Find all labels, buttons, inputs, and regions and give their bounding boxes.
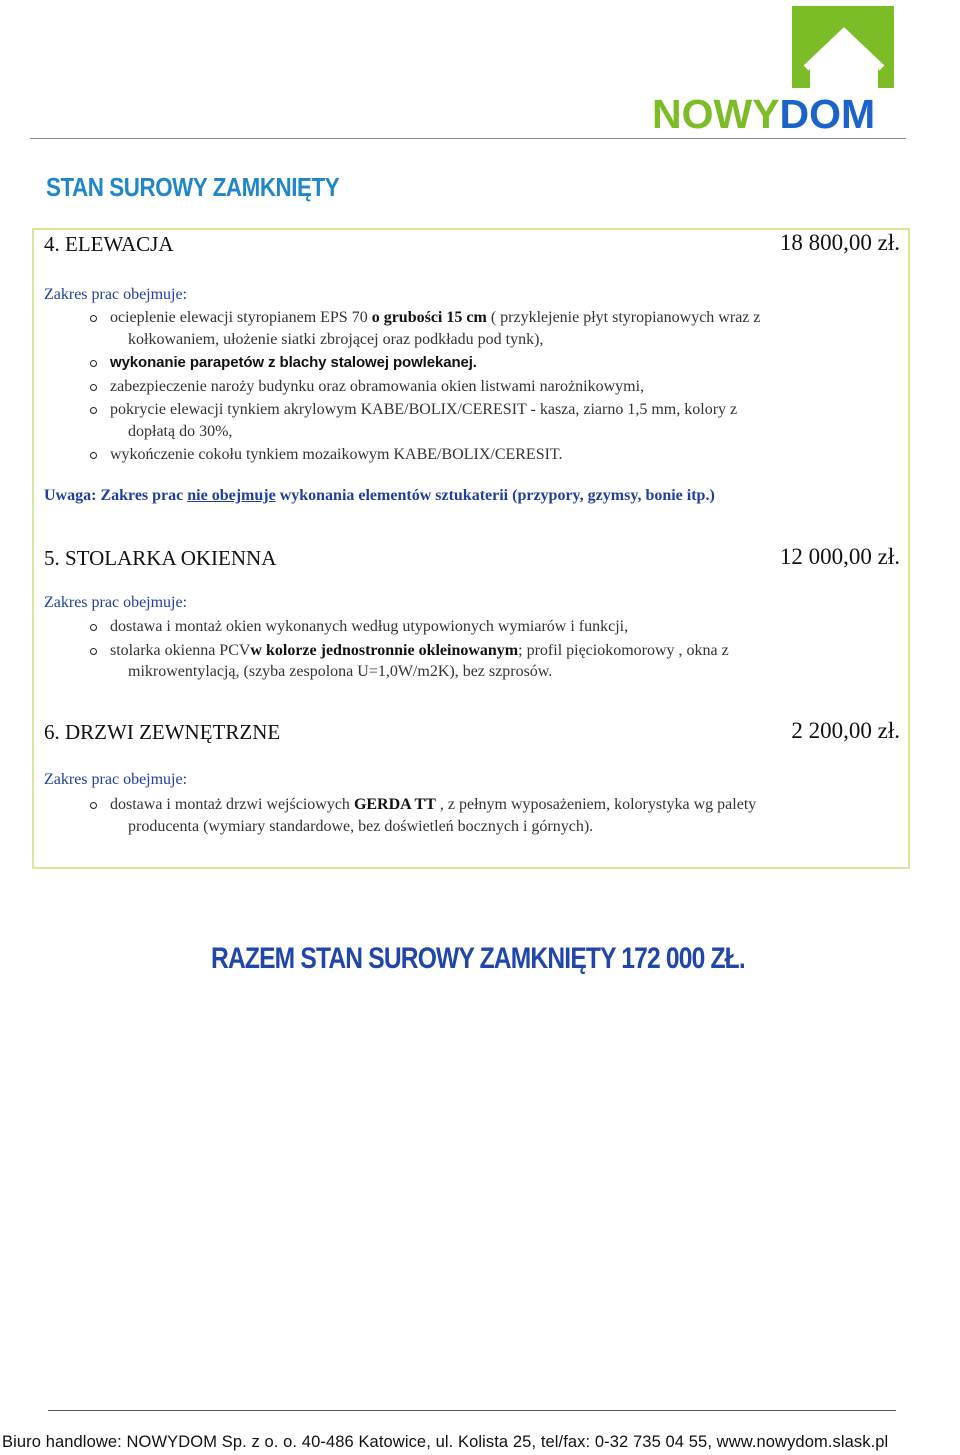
item-continuation: kołkowaniem, ułożenie siatki zbrojącej oraz podkładu pod tynk), (128, 330, 544, 348)
note-exclusion (44, 487, 715, 505)
footer-divider (48, 1410, 896, 1411)
item-list-stolarka (90, 616, 890, 685)
page-title: STAN SUROWY ZAMKNIĘTY (46, 172, 340, 202)
item-text: wykonanie parapetów z blachy stalowej powlekanej. (110, 354, 477, 371)
logo-word-dom: DOM (779, 91, 876, 137)
item-text: GERDA TT (353, 796, 436, 813)
section-name: 4. ELEWACJA (44, 232, 174, 256)
item-text: o grubości 15 cm (371, 309, 487, 326)
item-text: dostawa i montaż drzwi wejściowych (110, 796, 354, 813)
item-continuation: producenta (wymiary standardowe, bez doświetleń bocznych i górnych). (128, 817, 594, 835)
item-text: ; profil pięciokomorowy , okna z (518, 641, 729, 659)
note-suffix: wykonania elementów sztukaterii (przypory, gzymsy, bonie itp.) (275, 487, 715, 504)
section-header-elewacja (44, 232, 904, 262)
section-price: 12 000,00 zł. (779, 544, 900, 569)
item-text: pokrycie elewacji tynkiem akrylowym KABE/BOLIX/CERESIT - kasza, ziarno 1,5 mm, kolory z (110, 401, 738, 418)
scope-label: Zakres prac obejmuje: (44, 594, 188, 611)
bullet-icon (90, 452, 97, 459)
item-list-elewacja (90, 307, 890, 468)
footer-contact: Biuro handlowe: NOWYDOM Sp. z o. o. 40-486 Katowice, ul. Kolista 25, tel/fax: 0-32 735 04 55, www.nowydom.slask.pl (2, 1433, 889, 1451)
section-name: 6. DRZWI ZEWNĘTRZNE (44, 720, 281, 744)
list-item (90, 307, 890, 350)
item-text: dostawa i montaż okien wykonanych według utypowionych wymiarów i funkcji, (110, 618, 629, 635)
section-header-drzwi (44, 720, 904, 750)
note-underlined: nie obejmuje (187, 487, 276, 504)
scope-label: Zakres prac obejmuje: (44, 286, 188, 303)
item-text: wykończenie cokołu tynkiem mozaikowym KABE/BOLIX/CERESIT. (110, 446, 563, 463)
list-item (90, 794, 890, 837)
section-price: 18 800,00 zł. (779, 230, 900, 255)
item-text: zabezpieczenie naroży budynku oraz obramowania okien listwami narożnikowymi, (110, 377, 645, 395)
list-item (90, 640, 890, 683)
bullet-icon (90, 648, 97, 655)
house-roof-icon (652, 4, 896, 104)
list-item (90, 616, 890, 638)
company-logo (652, 4, 896, 137)
header-divider (30, 138, 906, 139)
item-text: stolarka okienna PCV (110, 641, 251, 659)
logo-wordmark (652, 91, 896, 137)
bullet-icon (90, 802, 97, 809)
section-name: 5. STOLARKA OKIENNA (44, 546, 277, 570)
bullet-icon (90, 360, 97, 367)
list-item (90, 376, 890, 398)
note-prefix: Uwaga: Zakres prac (44, 487, 188, 504)
bullet-icon (90, 315, 97, 322)
section-header-stolarka (44, 546, 904, 576)
item-list-drzwi (90, 794, 890, 839)
item-text: ocieplenie elewacji styropianem EPS 70 (110, 309, 372, 326)
item-text: w kolorze jednostronnie okleinowanym (250, 641, 519, 659)
logo-word-nowy: NOWY (652, 91, 780, 137)
scope-label: Zakres prac obejmuje: (44, 771, 188, 788)
section-price: 2 200,00 zł. (791, 718, 900, 743)
item-continuation: dopłatą do 30%, (128, 422, 233, 440)
bullet-icon (90, 407, 97, 414)
item-text: , z pełnym wyposażeniem, kolorystyka wg palety (435, 796, 757, 813)
list-item (90, 399, 890, 442)
item-continuation: mikrowentylacją, (szyba zespolona U=1,0W/m2K), bez szprosów. (128, 663, 553, 680)
bullet-icon (90, 384, 97, 391)
total-summary: RAZEM STAN SUROWY ZAMKNIĘTY 172 000 ZŁ. (211, 942, 745, 975)
item-text: ( przyklejenie płyt styropianowych wraz z (486, 309, 761, 326)
list-item (90, 352, 890, 374)
bullet-icon (90, 624, 97, 631)
list-item (90, 444, 890, 466)
